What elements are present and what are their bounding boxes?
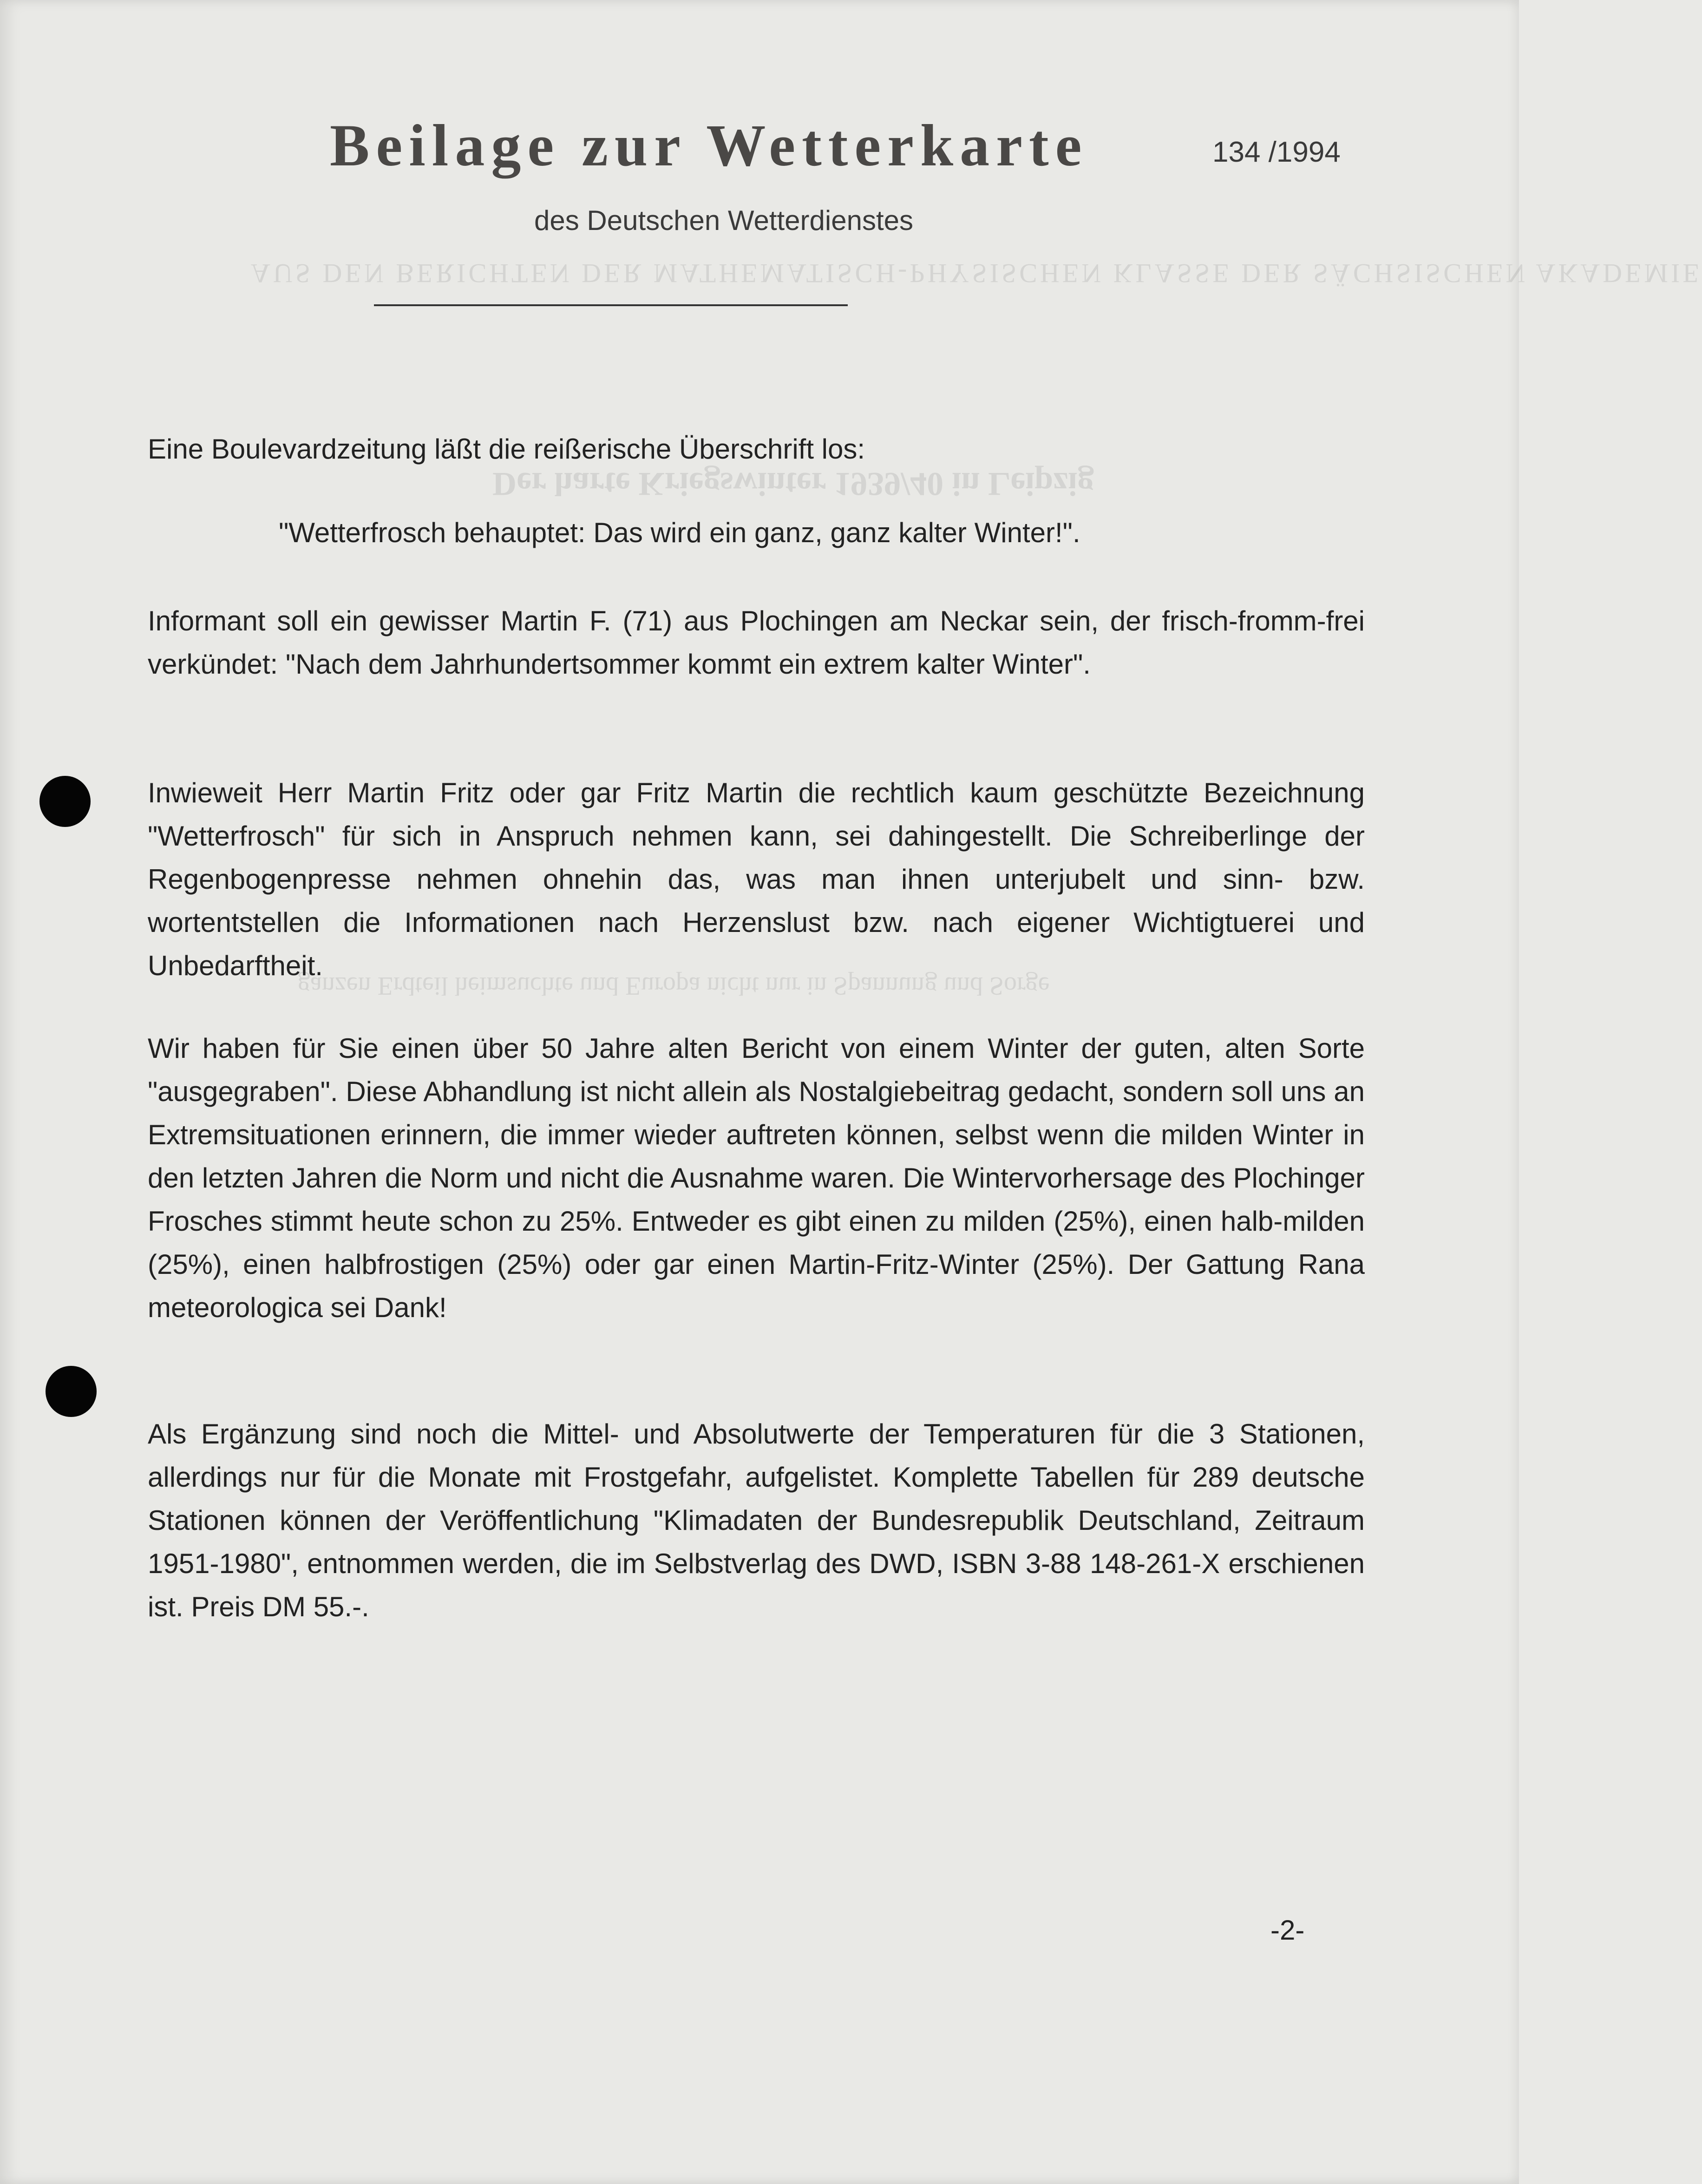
show-through-heading: Der harte Kriegswinter 1939/40 in Leipzig [492, 466, 1094, 503]
document-title: Beilage zur Wetterkarte [330, 112, 1088, 178]
punch-hole [46, 1366, 97, 1417]
paragraph-report: Wir haben für Sie einen über 50 Jahre alten Bericht von einem Winter der guten, alten Sorte "ausgegraben". Diese Abhandlung ist nicht allein als Nostalgiebeitrag gedacht, sondern soll uns an Extremsituationen erinnern, die immer wieder auftreten können, selbst wenn die milden Winter in den letzten Jahren die Norm und nicht die Ausnahme waren. Die Wintervorhersage des Plochinger Frosches stimmt heute schon zu 25%. Entweder es gibt einen zu milden (25%), einen halb-milden (25%), einen halbfrostigen (25%) oder gar einen Martin-Fritz-Winter (25%). Der Gattung Rana meteorologica sei Dank! [148, 1033, 1365, 1323]
header-divider [374, 304, 848, 306]
paragraph-wetterfrosch: Inwieweit Herr Martin Fritz oder gar Fritz Martin die rechtlich kaum geschützte Bezeichnung "Wetterfrosch" für sich in Anspruch nehmen kann, sei dahingestellt. Die Schreiberlinge der Regenbogenpresse nehmen ohnehin das, was man ihnen unterjubelt und sinn- bzw. wortentstellen die Informationen nach Herzenslust bzw. nach eigener Wichtigtuerei und Unbedarftheit. [148, 777, 1365, 981]
paragraph-informant: Informant soll ein gewisser Martin F. (71) aus Plochingen am Neckar sein, der frisch-fromm-frei verkündet: "Nach dem Jahrhundertsommer kommt ein extrem kalter Winter". [148, 605, 1365, 680]
paragraph-supplement: Als Ergänzung sind noch die Mittel- und Absolutwerte der Temperaturen für die 3 Stationen, allerdings nur für die Monate mit Frostgefahr, aufgelistet. Komplette Tabellen für 289 deutsche Stationen können der Veröffentlichung "Klimadaten der Bundesrepublik Deutschland, Zeitraum 1951-1980", entnommen werden, die im Selbstverlag des DWD, ISBN 3-88 148-261-X erschienen ist. Preis DM 55.-. [148, 1418, 1365, 1622]
issue-number: 134 /1994 [1212, 136, 1341, 168]
show-through-text: AUS DEN BERICHTEN DER MATHEMATISCH-PHYSISCHEN KLASSE DER SÄCHSISCHEN AKADEMIE [251, 258, 1702, 289]
document-subtitle: des Deutschen Wetterdienstes [534, 205, 914, 236]
show-through-text: ganzen Erdteil heimsuchte und Europa nicht nur in Spannung und Sorge [297, 971, 1050, 1000]
paragraph-intro: Eine Boulevardzeitung läßt die reißerische Überschrift los: [148, 433, 865, 465]
punch-hole [39, 776, 91, 827]
headline-quote: "Wetterfrosch behauptet: Das wird ein ganz, ganz kalter Winter!". [279, 517, 1080, 548]
page-number: -2- [1270, 1915, 1305, 1946]
